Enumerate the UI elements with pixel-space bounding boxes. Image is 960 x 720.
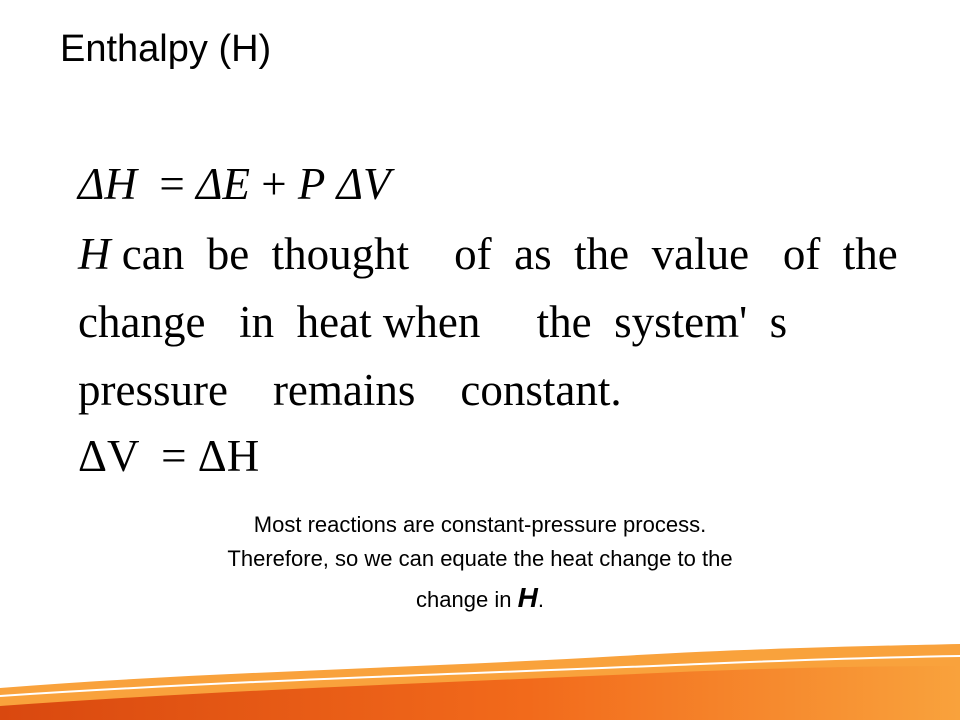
h-symbol: H bbox=[78, 229, 111, 279]
delta-e-term: ΔE bbox=[196, 159, 250, 209]
equation-line-description-1 bbox=[78, 229, 898, 279]
slide-title: Enthalpy (H) bbox=[60, 28, 272, 70]
pressure-term: P bbox=[297, 159, 326, 209]
plus-sign: + bbox=[261, 159, 287, 209]
note-line-3-suffix: . bbox=[537, 587, 544, 613]
footer-wave-decoration bbox=[0, 610, 960, 720]
equation-line-enthalpy bbox=[78, 159, 391, 209]
delta-h-term: ΔH bbox=[78, 159, 137, 209]
description-text-1: can be thought of as the value of the bbox=[121, 229, 898, 279]
delta-v-term: ΔV bbox=[336, 159, 391, 209]
equation-line-description-2: change in heat when the system' s bbox=[78, 297, 788, 347]
note-h-symbol: H bbox=[517, 582, 538, 614]
note-line-3-prefix: change in bbox=[416, 587, 518, 613]
equals-sign: = bbox=[159, 159, 185, 209]
note-line-1: Most reactions are constant-pressure process. bbox=[253, 512, 707, 537]
note-line-2: Therefore, so we can equate the heat change to the bbox=[227, 546, 733, 572]
equation-line-delta-v: ΔV = ΔH bbox=[78, 431, 260, 481]
explanation-note bbox=[100, 508, 860, 620]
equation-line-description-3: pressure remains constant. bbox=[78, 365, 622, 415]
